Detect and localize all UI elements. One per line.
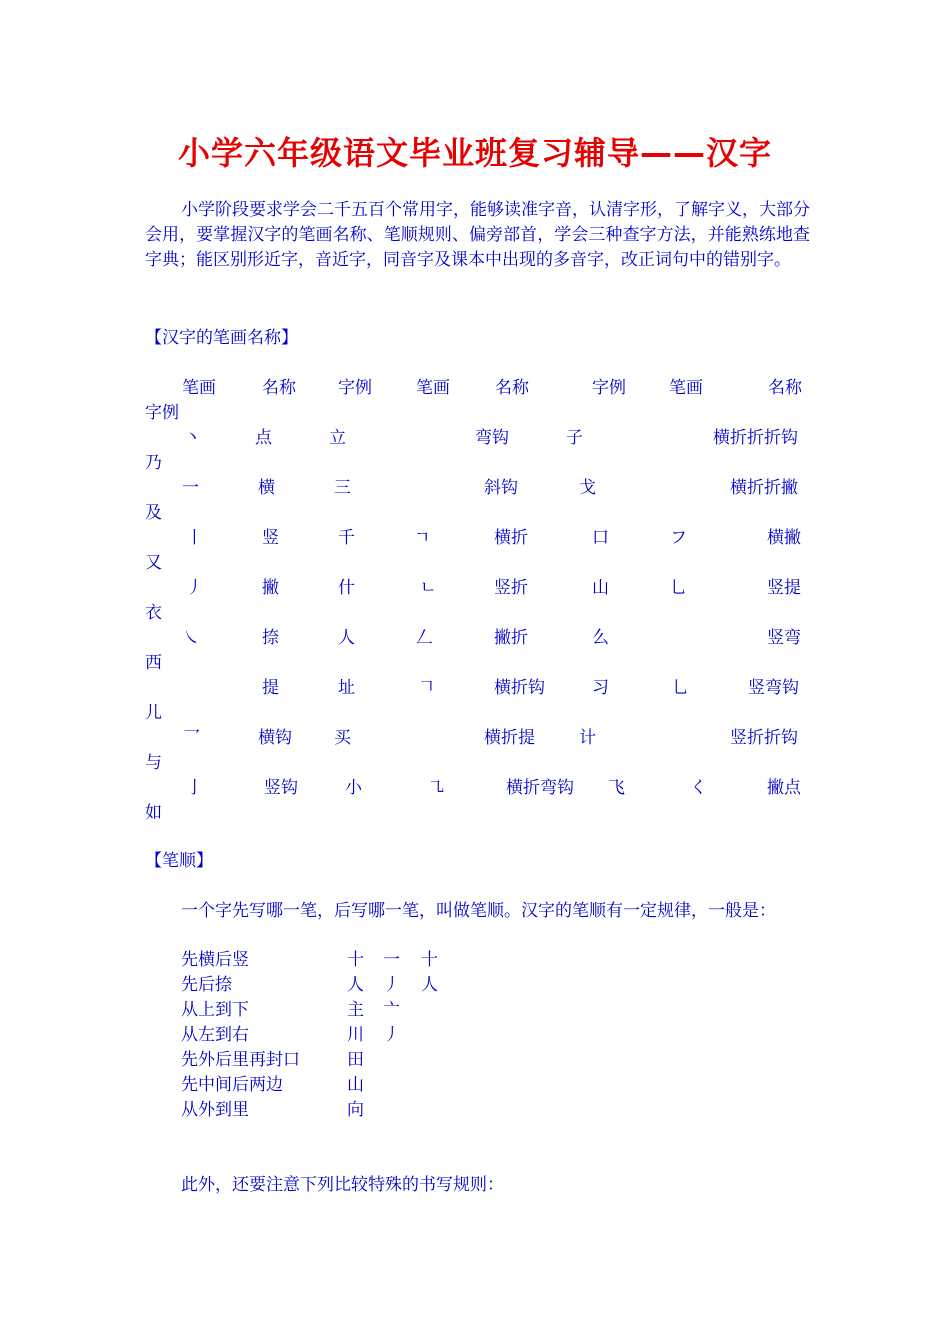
- header-cell: 名称: [768, 378, 802, 398]
- stroke-row: [0, 623, 950, 673]
- stroke-name: 横撇: [767, 528, 801, 548]
- stroke-name: 竖折: [494, 578, 528, 598]
- stroke-example: 千: [338, 528, 355, 548]
- stroke-glyph: ㇏: [183, 628, 200, 648]
- stroke-example: 飞: [608, 778, 625, 798]
- stroke-glyph: 乚: [670, 578, 687, 598]
- stroke-example: 小: [345, 778, 362, 798]
- stroke-order-intro: 一个字先写哪一笔，后写哪一笔，叫做笔顺。汉字的笔顺有一定规律，一般是：: [181, 901, 776, 921]
- stroke-example: 计: [579, 728, 596, 748]
- stroke-row: [0, 723, 950, 773]
- stroke-example: 立: [329, 428, 346, 448]
- stroke-name: 横钩: [258, 728, 292, 748]
- rule-example: 向: [347, 1100, 364, 1120]
- stroke-example: 子: [566, 428, 583, 448]
- stroke-row: [0, 423, 950, 473]
- stroke-example: 买: [334, 728, 351, 748]
- stroke-name: 竖弯: [767, 628, 801, 648]
- stroke-example: 如: [145, 803, 162, 823]
- rule-example: 丿: [383, 975, 400, 995]
- stroke-name: 撇折: [494, 628, 528, 648]
- header-cell: 名称: [262, 378, 296, 398]
- stroke-example: 什: [338, 578, 355, 598]
- stroke-name: 横: [258, 478, 275, 498]
- stroke-example: 戈: [579, 478, 596, 498]
- stroke-example: 址: [338, 678, 355, 698]
- stroke-glyph: ㇈: [428, 778, 445, 798]
- stroke-glyph: 乛: [183, 728, 200, 748]
- stroke-row: [0, 573, 950, 623]
- stroke-name: 提: [262, 678, 279, 698]
- stroke-example: 又: [145, 553, 162, 573]
- stroke-name: 斜钩: [484, 478, 518, 498]
- stroke-example: 儿: [145, 703, 162, 723]
- stroke-glyph: く: [690, 778, 707, 798]
- stroke-glyph: 丶: [184, 428, 201, 448]
- rule-name: 从左到右: [181, 1025, 249, 1045]
- rule-example: 山: [347, 1075, 364, 1095]
- rule-example: 十: [421, 950, 438, 970]
- section-heading-stroke-order: 【笔顺】: [145, 851, 213, 871]
- stroke-row: [0, 673, 950, 723]
- stroke-example: 与: [145, 753, 162, 773]
- stroke-example: 么: [592, 628, 609, 648]
- stroke-name: 竖: [262, 528, 279, 548]
- stroke-name: 竖折折钩: [730, 728, 798, 748]
- rule-example: 亠: [383, 1000, 400, 1020]
- header-cell: 笔画: [669, 378, 703, 398]
- stroke-row: [0, 773, 950, 823]
- rule-example: 十: [347, 950, 364, 970]
- rule-name: 先后捺: [181, 975, 232, 995]
- rule-example: 人: [421, 975, 438, 995]
- stroke-example: 山: [592, 578, 609, 598]
- stroke-example: 乃: [145, 453, 162, 473]
- stroke-glyph: 丨: [186, 528, 203, 548]
- stroke-row: [0, 473, 950, 523]
- stroke-name: 横折弯钩: [506, 778, 574, 798]
- stroke-example: 西: [145, 653, 162, 673]
- stroke-name: 横折钩: [494, 678, 545, 698]
- stroke-glyph: 丿: [186, 578, 203, 598]
- rule-example: 主: [347, 1000, 364, 1020]
- stroke-name: 竖钩: [264, 778, 298, 798]
- header-cell: 名称: [495, 378, 529, 398]
- stroke-name: 弯钩: [475, 428, 509, 448]
- stroke-name: 竖提: [767, 578, 801, 598]
- stroke-glyph: ㄱ: [414, 528, 431, 548]
- header-cell: 笔画: [416, 378, 450, 398]
- stroke-glyph: 乚: [672, 678, 689, 698]
- stroke-example: 口: [592, 528, 609, 548]
- stroke-glyph: 𠃋: [416, 628, 433, 648]
- rule-example: 田: [347, 1050, 364, 1070]
- stroke-name: 横折折折钩: [713, 428, 798, 448]
- stroke-glyph: ㄴ: [420, 578, 437, 598]
- rule-example: 人: [347, 975, 364, 995]
- stroke-table-header: [0, 373, 950, 423]
- stroke-name: 撇: [262, 578, 279, 598]
- rule-example: 川: [347, 1025, 364, 1045]
- stroke-example: 衣: [145, 603, 162, 623]
- rule-name: 从上到下: [181, 1000, 249, 1020]
- stroke-name: 横折: [494, 528, 528, 548]
- rule-name: 先中间后两边: [181, 1075, 283, 1095]
- header-cell: 字例: [592, 378, 626, 398]
- stroke-name: 横折提: [484, 728, 535, 748]
- intro-text: 小学阶段要求学会二千五百个常用字，能够读准字音，认清字形，了解字义，大部分会用，要掌握汉字的笔画名称、笔顺规则、偏旁部首，学会三种查字方法，并能熟练地查字典；能区别形近字，音近字，同音字及课本中出现的多音字，改正词句中的错别字。: [145, 200, 810, 270]
- stroke-name: 横折折撇: [730, 478, 798, 498]
- stroke-glyph: フ: [670, 528, 687, 548]
- rule-example: 一: [383, 950, 400, 970]
- stroke-glyph: 亅: [186, 778, 203, 798]
- stroke-example: 习: [592, 678, 609, 698]
- rule-example: 丿: [383, 1025, 400, 1045]
- stroke-example: 及: [145, 503, 162, 523]
- stroke-name: 撇点: [767, 778, 801, 798]
- closing-note: 此外，还要注意下列比较特殊的书写规则：: [181, 1175, 504, 1195]
- rule-name: 先外后里再封口: [181, 1050, 300, 1070]
- header-cell: 字例: [145, 403, 179, 423]
- header-cell: 笔画: [182, 378, 216, 398]
- section-heading-strokes: 【汉字的笔画名称】: [145, 328, 298, 348]
- rule-name: 从外到里: [181, 1100, 249, 1120]
- stroke-name: 捺: [262, 628, 279, 648]
- stroke-name: 竖弯钩: [748, 678, 799, 698]
- stroke-glyph: 𠃍: [418, 678, 435, 698]
- intro-paragraph: [145, 198, 810, 273]
- stroke-row: [0, 523, 950, 573]
- document-title: 小学六年级语文毕业班复习辅导——汉字: [177, 134, 772, 172]
- stroke-example: 三: [334, 478, 351, 498]
- stroke-glyph: 一: [182, 478, 199, 498]
- stroke-name: 点: [255, 428, 272, 448]
- rule-name: 先横后竖: [181, 950, 249, 970]
- header-cell: 字例: [338, 378, 372, 398]
- stroke-example: 人: [338, 628, 355, 648]
